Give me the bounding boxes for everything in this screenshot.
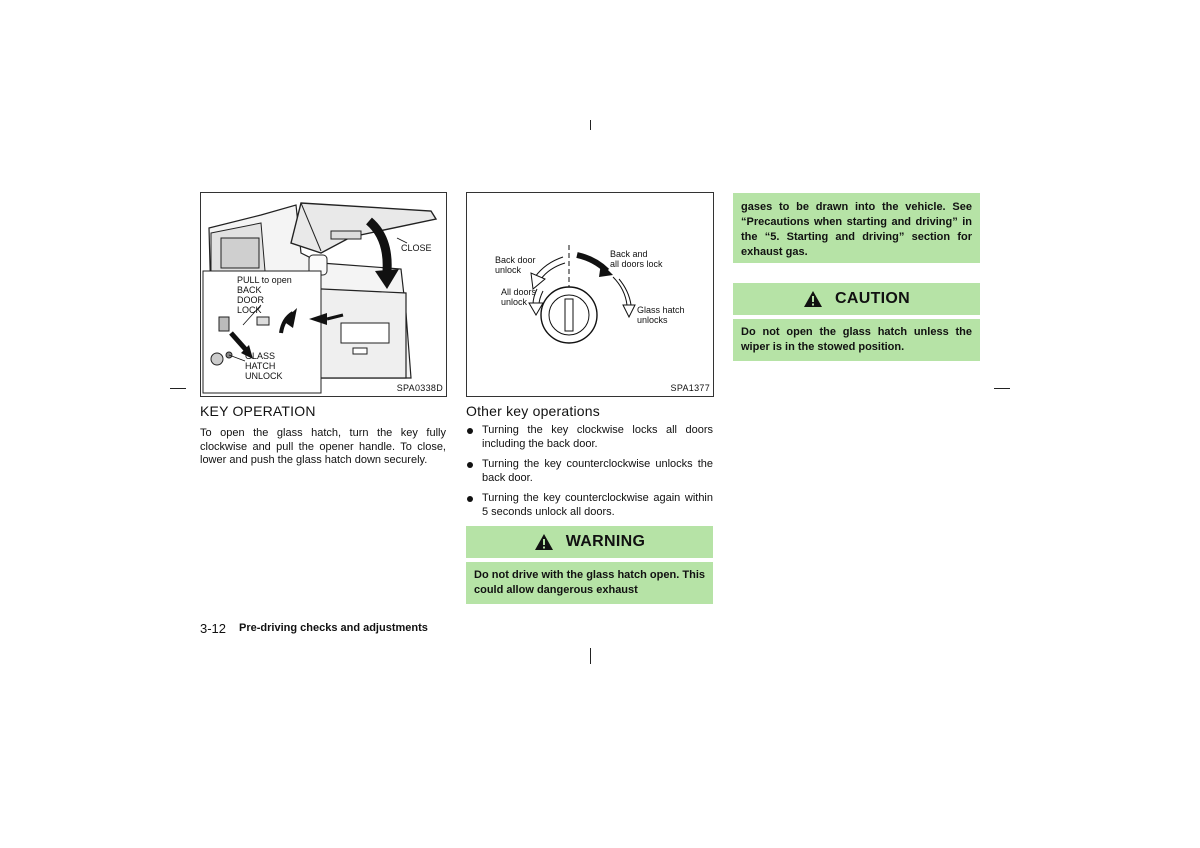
page-number: 3-12 bbox=[200, 621, 227, 636]
figure-code-middle: SPA1377 bbox=[670, 383, 710, 393]
all-doors-unlock-label: All doors unlock bbox=[501, 287, 537, 307]
other-key-operations-heading: Other key operations bbox=[466, 403, 600, 419]
bullet-icon bbox=[467, 496, 473, 502]
warning-icon bbox=[534, 533, 554, 551]
warning-title: WARNING bbox=[565, 533, 646, 550]
crop-mark-right bbox=[994, 388, 1010, 389]
back-door-unlock-label: Back door unlock bbox=[495, 255, 536, 275]
crop-mark-left bbox=[170, 388, 186, 389]
glass-hatch-unlock-label: GLASS HATCH UNLOCK bbox=[245, 351, 283, 381]
caution-body bbox=[733, 319, 980, 361]
warning-body bbox=[466, 562, 713, 604]
back-and-all-doors-lock-label: Back and all doors lock bbox=[610, 249, 663, 269]
close-label: CLOSE bbox=[401, 243, 432, 253]
glass-hatch-unlocks-label: Glass hatch unlocks bbox=[637, 305, 685, 325]
warning-continuation-text: gases to be drawn into the vehicle. See “Precautions when starting and driving” in the “5. Starting and driving” section for exhaust gas. bbox=[741, 201, 972, 258]
list-item: Turning the key counterclockwise again within 5 seconds unlock all doors. bbox=[466, 492, 713, 519]
crop-mark-top bbox=[590, 120, 591, 130]
warning-continuation bbox=[733, 193, 980, 263]
caution-title: CAUTION bbox=[835, 290, 910, 307]
glass-hatch-illustration bbox=[200, 192, 447, 397]
bullet-icon bbox=[467, 428, 473, 434]
caution-icon bbox=[803, 290, 823, 308]
figure-code-left: SPA0338D bbox=[396, 383, 443, 393]
caution-text: Do not open the glass hatch unless the wiper is in the stowed position. bbox=[741, 326, 972, 353]
bullet-icon bbox=[467, 462, 473, 468]
list-item: Turning the key counterclockwise unlocks the back door. bbox=[466, 458, 713, 485]
key-operation-body: To open the glass hatch, turn the key fully clockwise and pull the opener handle. To close, lower and push the glass hatch down securely. bbox=[200, 427, 446, 466]
caution-header bbox=[733, 283, 980, 315]
warning-header bbox=[466, 526, 713, 558]
key-operation-heading: KEY OPERATION bbox=[200, 403, 316, 419]
section-title: Pre-driving checks and adjustments bbox=[239, 622, 428, 634]
warning-text: Do not drive with the glass hatch open. This could allow dangerous exhaust bbox=[474, 569, 705, 596]
list-item: Turning the key clockwise locks all doors including the back door. bbox=[466, 424, 713, 451]
crop-mark-bottom bbox=[590, 648, 591, 664]
pull-back-door-lock-label: PULL to open BACK DOOR LOCK bbox=[237, 275, 292, 315]
other-key-operations-list bbox=[466, 424, 713, 526]
key-cylinder-diagram bbox=[466, 192, 714, 397]
